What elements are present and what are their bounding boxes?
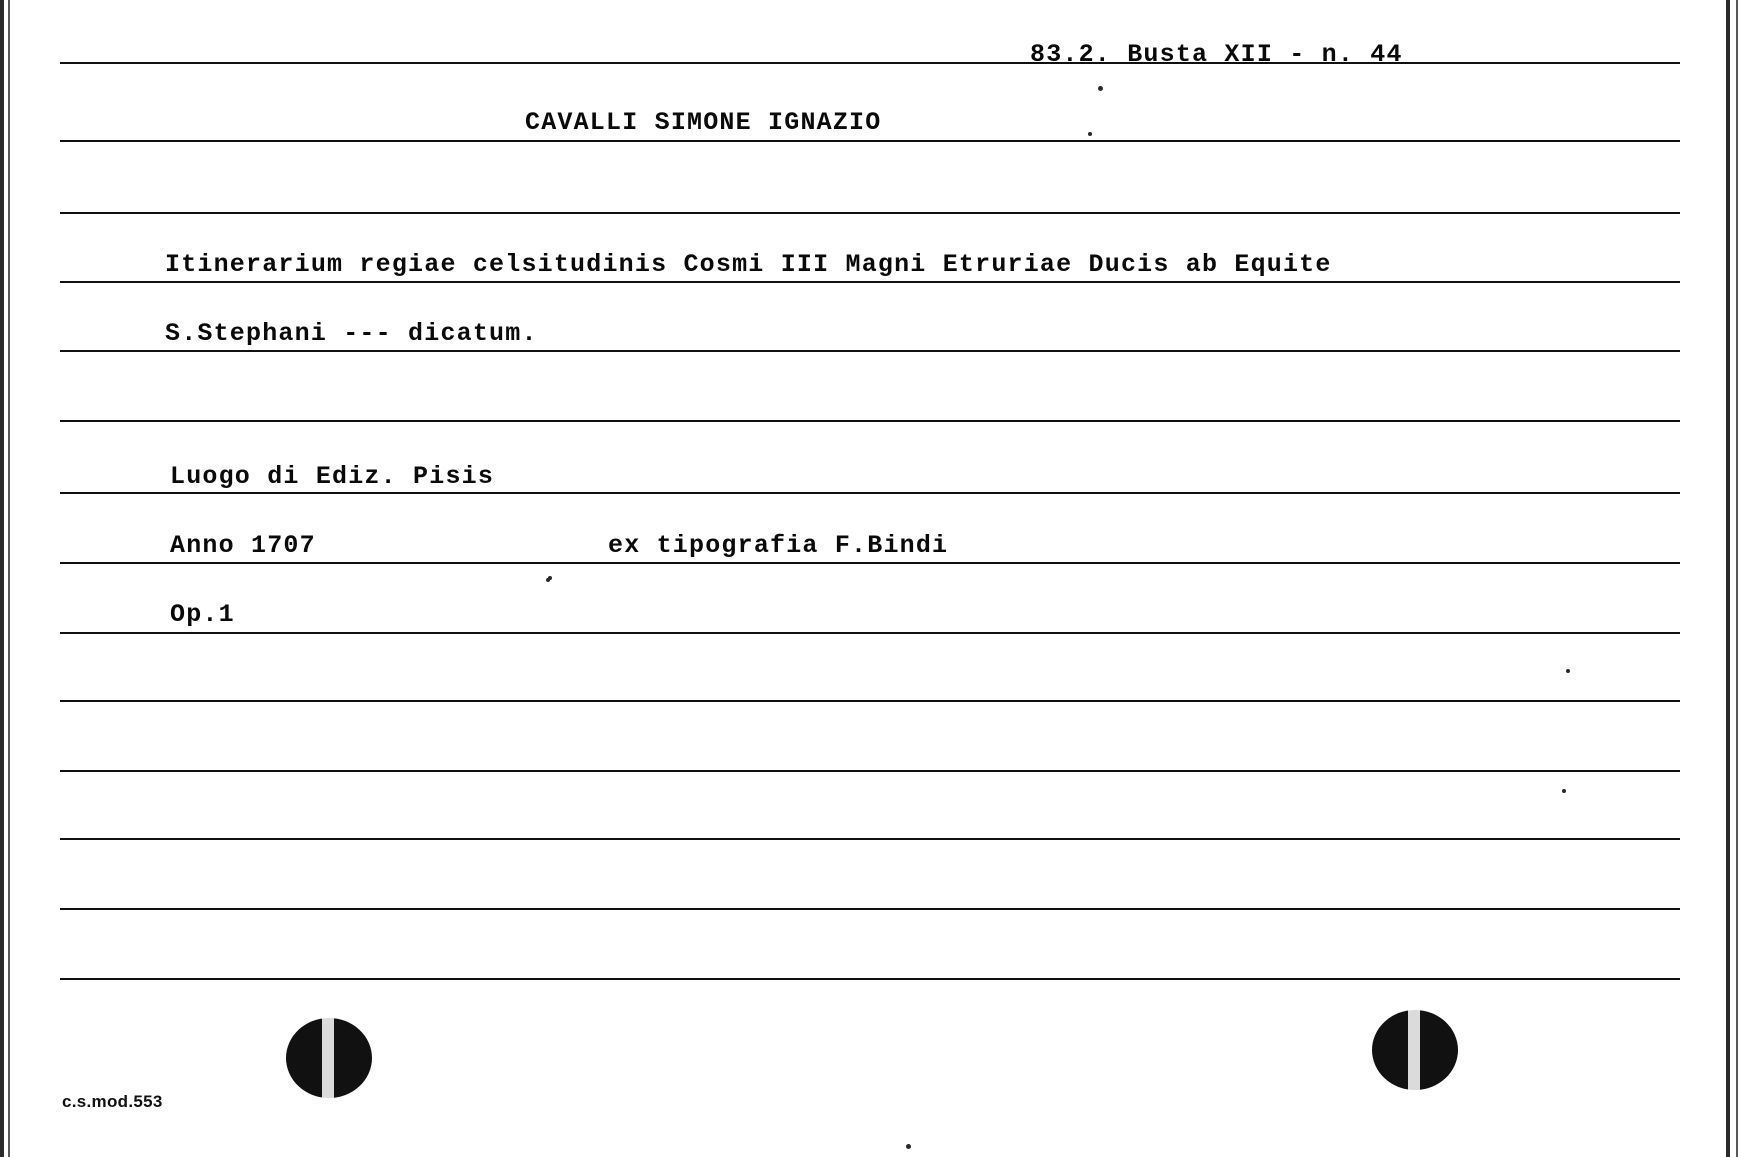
scan-speck: [1098, 86, 1103, 91]
card-rule-line-2: [60, 140, 1680, 142]
card-rule-line-8: [60, 562, 1680, 564]
scan-speck: [1566, 669, 1570, 673]
punch-hole-right-icon: [1372, 1010, 1458, 1090]
scan-edge-left-inner: [8, 0, 10, 1157]
scan-edge-right: [1726, 0, 1730, 1157]
card-rule-line-14: [60, 978, 1680, 980]
card-rule-line-9: [60, 632, 1680, 634]
scan-edge-left: [0, 0, 4, 1157]
card-rule-line-7: [60, 492, 1680, 494]
scan-speck: [1562, 789, 1566, 793]
scan-speck: [1088, 132, 1092, 136]
scan-edge-right-inner: [1736, 0, 1738, 1157]
card-rule-line-6: [60, 420, 1680, 422]
card-rule-line-11: [60, 770, 1680, 772]
scan-speck: [548, 576, 552, 580]
card-rule-line-1: [60, 62, 1680, 64]
card-rule-line-10: [60, 700, 1680, 702]
title-line-2: S.Stephani --- dicatum.: [165, 319, 538, 348]
scan-speck: [906, 1144, 911, 1149]
card-rule-line-13: [60, 908, 1680, 910]
author-heading: CAVALLI SIMONE IGNAZIO: [525, 108, 882, 137]
publication-place: Luogo di Ediz. Pisis: [170, 462, 495, 491]
printer-name: ex tipografia F.Bindi: [608, 531, 949, 560]
card-rule-line-4: [60, 281, 1680, 283]
publication-year: Anno 1707: [170, 531, 316, 560]
opus-number: Op.1: [170, 600, 235, 629]
form-code-text: c.s.mod.553: [62, 1092, 163, 1111]
card-rule-line-5: [60, 350, 1680, 352]
shelfmark-text: 83.2. Busta XII - n. 44: [1030, 40, 1403, 69]
punch-hole-left-icon: [286, 1018, 372, 1098]
card-rule-line-12: [60, 838, 1680, 840]
card-rule-line-3: [60, 212, 1680, 214]
title-line-1: Itinerarium regiae celsitudinis Cosmi III Magni Etruriae Ducis ab Equite: [165, 250, 1332, 279]
